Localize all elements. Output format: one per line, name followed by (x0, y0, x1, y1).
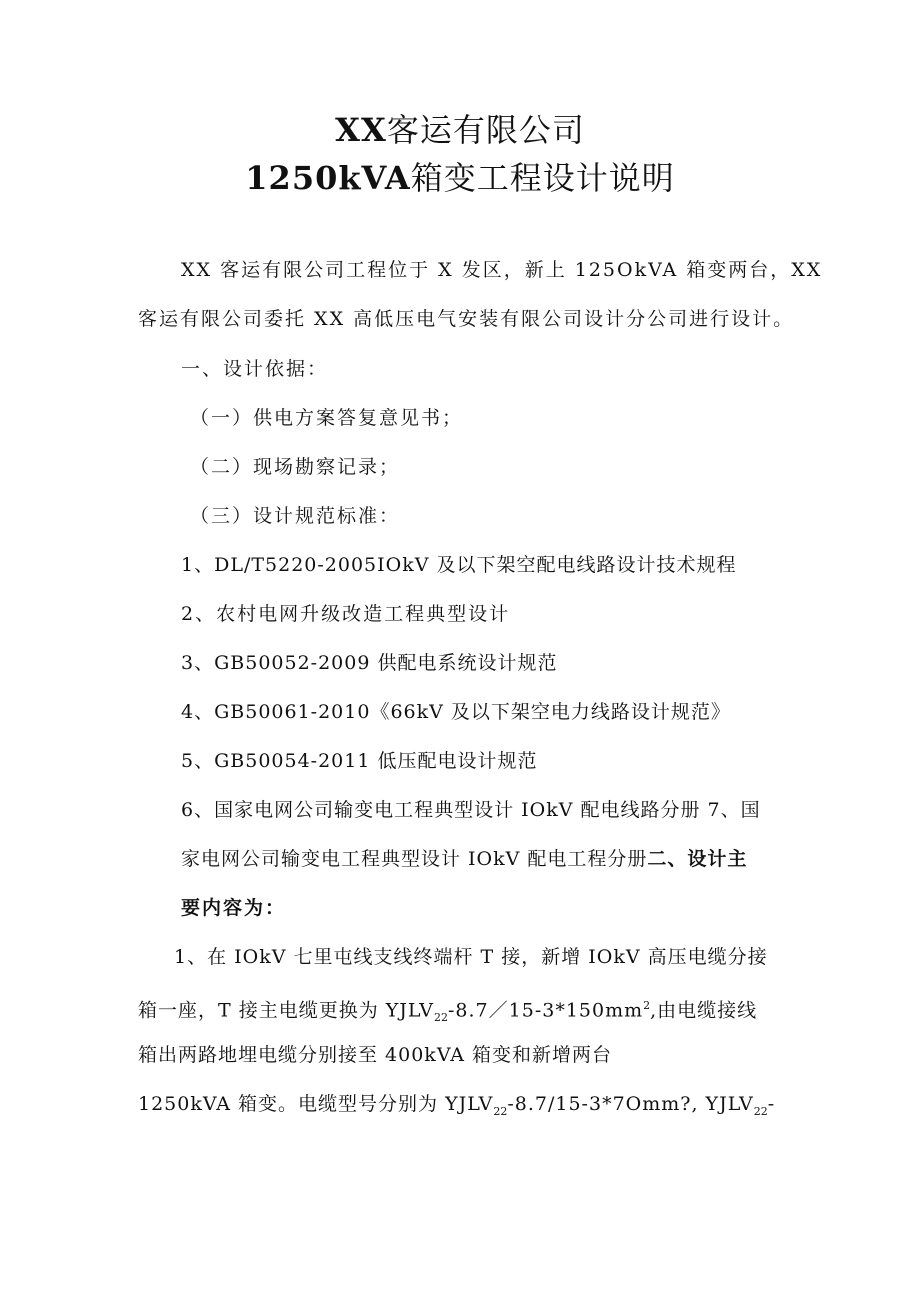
content-para-1-line-3: 箱出两路地埋电缆分别接至 400kVA 箱变和新增两台 (138, 1044, 613, 1066)
standard-item-7-text: 家电网公司输变电工程典型设计 IOkV 配电工程分册 (181, 848, 648, 870)
cable-models-size: -8.7/15-3*7Omm?, YJLV (507, 1093, 754, 1115)
title-project-name: 箱变工程设计说明 (410, 159, 675, 197)
content-para-1-line-4 (138, 1091, 775, 1125)
cable-models-text: 1250kVA 箱变。电缆型号分别为 YJLV (138, 1093, 494, 1115)
basis-item-2: （二）现场勘察记录； (190, 456, 401, 478)
cable-models-subscript-1: 22 (493, 1104, 508, 1118)
section-2-heading-part2: 要内容为： (181, 897, 287, 919)
title-company-code: XX (335, 111, 387, 149)
standard-item-4: 4、GB50061-2010《66kV 及以下架空电力线路设计规范》 (181, 701, 731, 723)
standard-item-7-line (181, 846, 747, 872)
intro-line-1: XX 客运有限公司工程位于 X 发区，新上 125OkVA 箱变两台，XX (181, 259, 823, 281)
section-1-heading: 一、设计依据： (181, 358, 329, 380)
standard-item-6: 6、国家电网公司输变电工程典型设计 IOkV 配电线路分册 7、国 (181, 799, 761, 821)
standard-item-1: 1、DL/T5220-2005IOkV 及以下架空配电线路设计技术规程 (181, 554, 737, 576)
basis-item-3: （三）设计规范标准： (190, 505, 401, 527)
cable-models-tail: - (767, 1093, 776, 1115)
cable-spec-superscript: 2 (643, 999, 651, 1012)
basis-item-1: （一）供电方案答复意见书； (190, 407, 464, 429)
cable-spec-tail: ,由电缆接线 (650, 999, 758, 1022)
content-para-1-line-1: 1、在 IOkV 七里屯线支线终端杆 T 接，新增 IOkV 高压电缆分接 (174, 946, 768, 968)
title-capacity: 1250kVA (245, 159, 411, 197)
content-para-1-line-2 (138, 993, 757, 1031)
document-title-line2 (0, 158, 920, 198)
cable-spec-text: 箱一座，T 接主电缆更换为 YJLV (138, 999, 434, 1022)
standard-item-2: 2、农村电网升级改造工程典型设计 (181, 603, 511, 625)
title-company-name: 客运有限公司 (386, 111, 585, 149)
standard-item-3: 3、GB50052-2009 供配电系统设计规范 (181, 652, 558, 674)
standard-item-5: 5、GB50054-2011 低压配电设计规范 (181, 750, 538, 772)
intro-line-2: 客运有限公司委托 XX 高低压电气安装有限公司设计分公司进行设计。 (138, 308, 795, 330)
cable-spec-subscript: 22 (434, 1011, 448, 1025)
cable-spec-size: -8.7／15-3*150mm (448, 999, 644, 1022)
cable-models-subscript-2: 22 (753, 1104, 768, 1118)
section-2-heading-part1: 二、设计主 (647, 848, 748, 870)
document-title-line1 (0, 110, 920, 150)
